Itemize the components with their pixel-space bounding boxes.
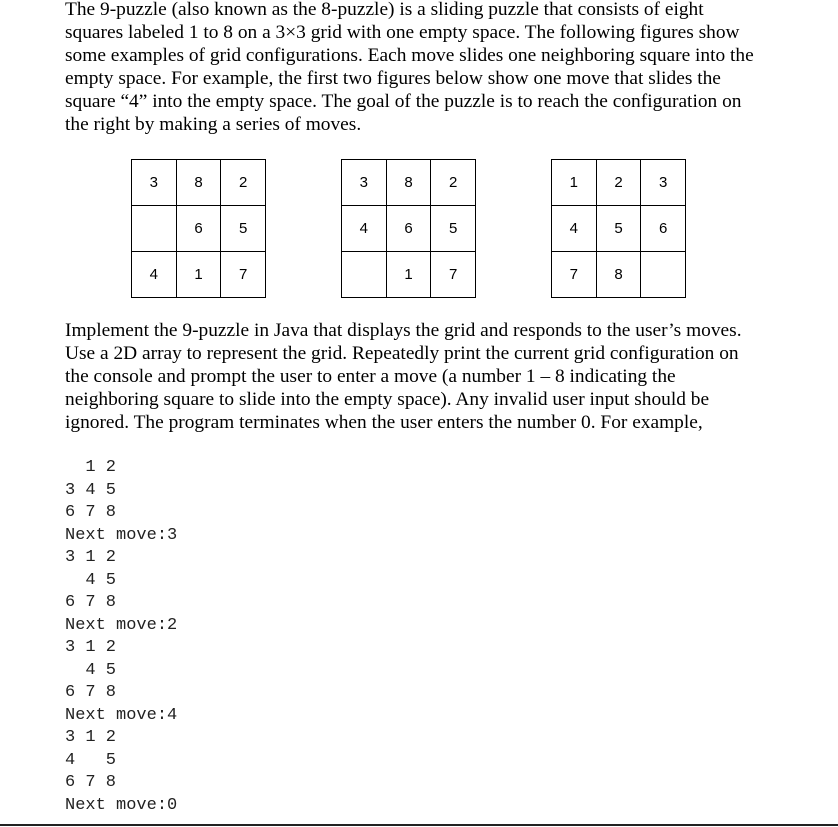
console-line: 4 5 (65, 660, 117, 680)
console-line: Next move:3 (65, 525, 178, 545)
task-line: neighboring square to slide into the empty space). Any invalid user input should be (65, 389, 710, 411)
intro-line: square “4” into the empty space. The goal of the puzzle is to reach the configuration on (65, 91, 742, 113)
intro-line: The 9-puzzle (also known as the 8-puzzle) is a sliding puzzle that consists of eight (65, 0, 704, 20)
console-example-output (65, 457, 177, 817)
grid-cell: 7 (221, 252, 266, 298)
puzzle-grid-goal (551, 159, 686, 298)
console-line: Next move:2 (65, 615, 178, 635)
task-line: Implement the 9-puzzle in Java that displays the grid and responds to the user’s moves. (65, 320, 742, 341)
grid-cell: 6 (176, 206, 221, 252)
console-line: 1 2 (65, 458, 117, 477)
console-line: 3 4 5 (65, 480, 117, 500)
grid-cell: 5 (431, 206, 476, 252)
grid-cell: 4 (342, 206, 387, 252)
console-line: 3 1 2 (65, 548, 117, 567)
grid-cell: 8 (596, 252, 641, 298)
grid-cell: 3 (342, 160, 387, 206)
grid-cell: 5 (221, 206, 266, 252)
grid-cell: 3 (641, 160, 686, 206)
task-paragraph (65, 319, 742, 434)
grid-cell (641, 252, 686, 298)
grid-cell: 5 (596, 206, 641, 252)
grid-cell: 8 (176, 160, 221, 206)
task-line: the console and prompt the user to enter a move (a number 1 – 8 indicating the (65, 366, 676, 388)
console-line: 6 7 8 (65, 503, 117, 522)
grid-cell: 7 (431, 252, 476, 298)
grid-cell: 2 (596, 160, 641, 206)
grid-cell: 1 (552, 160, 597, 206)
grid-cell (342, 252, 387, 298)
console-line: 6 7 8 (65, 683, 117, 702)
grid-cell: 4 (132, 252, 177, 298)
grid-cell: 6 (641, 206, 686, 252)
console-line: 4 5 (65, 750, 117, 770)
console-line: Next move:0 (65, 795, 178, 815)
grid-cell: 8 (386, 160, 431, 206)
console-line: 6 7 8 (65, 773, 117, 792)
grid-cell: 1 (386, 252, 431, 298)
grid-cell: 6 (386, 206, 431, 252)
intro-line: empty space. For example, the first two figures below show one move that slides the (65, 68, 721, 90)
console-line: 4 5 (65, 570, 117, 590)
intro-line: the right by making a series of moves. (65, 114, 362, 136)
intro-line: some examples of grid configurations. Each move slides one neighboring square into the (65, 45, 754, 67)
bottom-divider (0, 824, 838, 826)
grid-cell: 3 (132, 160, 177, 206)
puzzle-grid-example-2 (341, 159, 476, 298)
grid-cell: 2 (431, 160, 476, 206)
grid-cell: 2 (221, 160, 266, 206)
console-line: 3 1 2 (65, 638, 117, 657)
grid-cell (132, 206, 177, 252)
console-line: 3 1 2 (65, 728, 117, 747)
grid-cell: 7 (552, 252, 597, 298)
intro-line: squares labeled 1 to 8 on a 3×3 grid with one empty space. The following figures show (65, 22, 740, 44)
intro-paragraph (65, 0, 754, 137)
console-line: Next move:4 (65, 705, 178, 725)
task-line: Use a 2D array to represent the grid. Repeatedly print the current grid configuration on (65, 343, 739, 365)
puzzle-grid-example-1 (131, 159, 266, 298)
console-line: 6 7 8 (65, 593, 117, 612)
grid-cell: 1 (176, 252, 221, 298)
grid-cell: 4 (552, 206, 597, 252)
task-line: ignored. The program terminates when the user enters the number 0. For example, (65, 412, 703, 434)
